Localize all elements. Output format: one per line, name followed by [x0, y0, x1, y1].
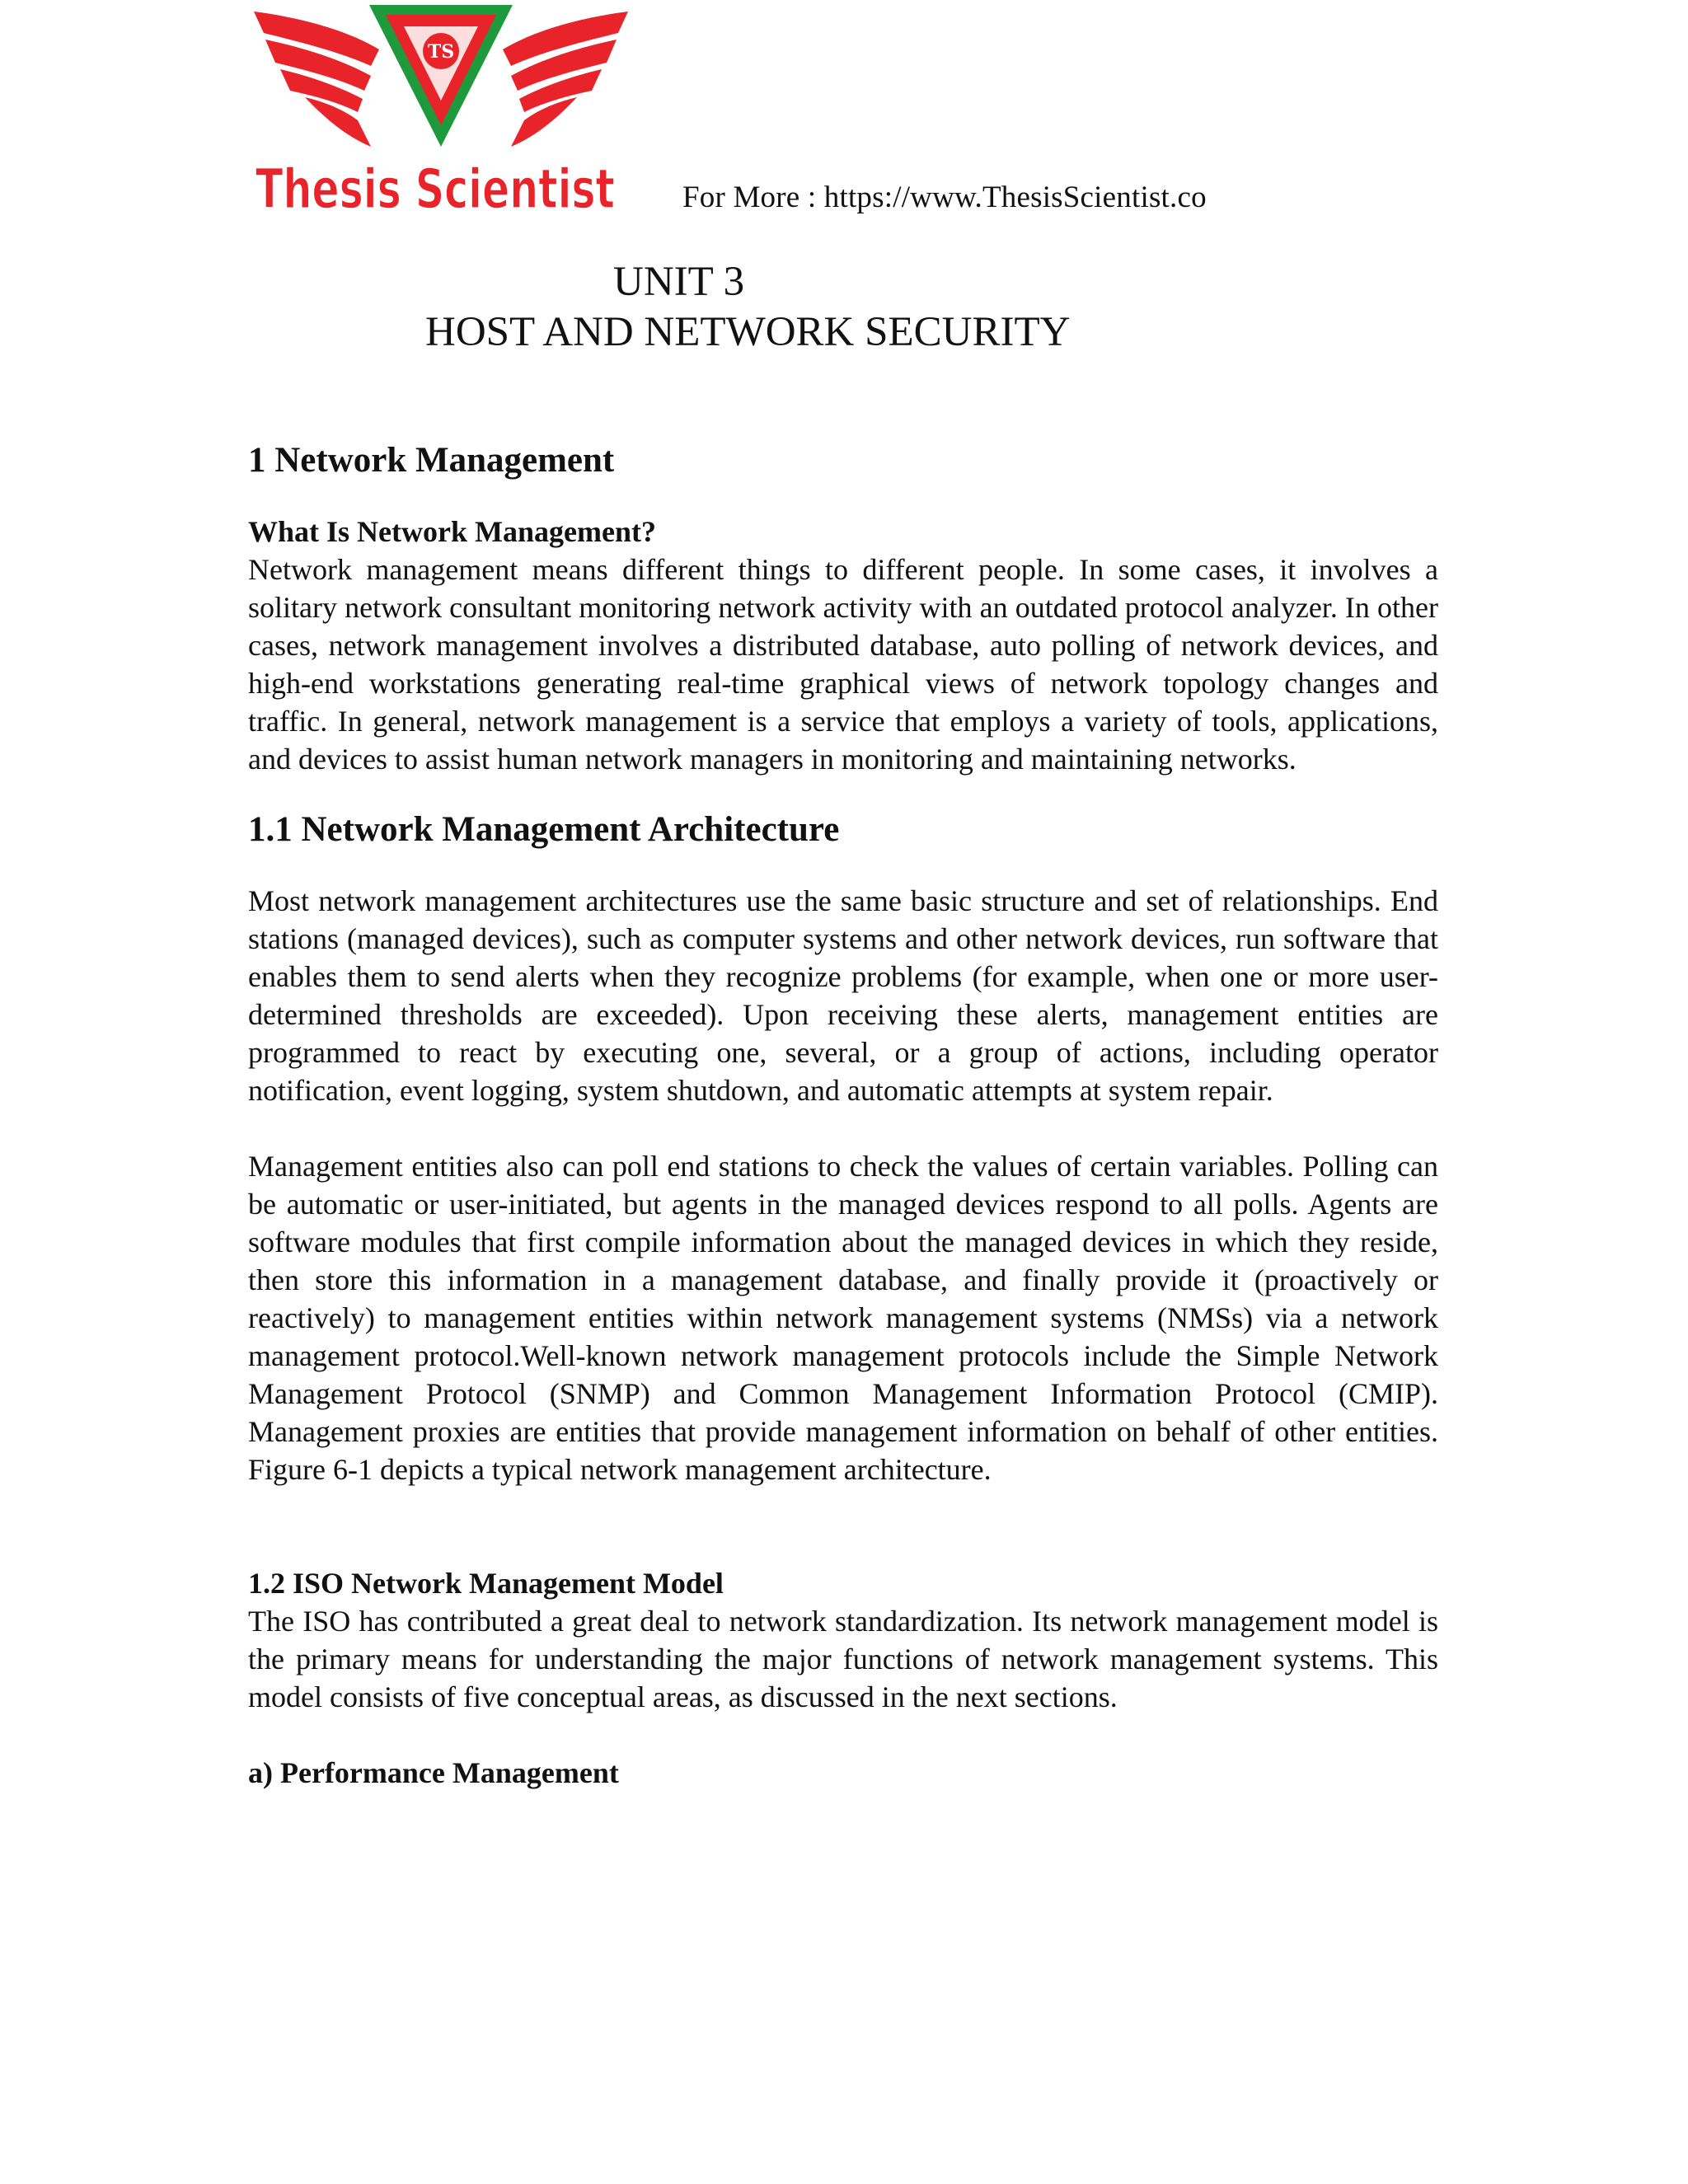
unit-subject: HOST AND NETWORK SECURITY [425, 309, 1071, 355]
section-heading-architecture: 1.1 Network Management Architecture [248, 810, 840, 849]
thesis-scientist-logo [247, 0, 635, 223]
left-wing-icon [254, 12, 379, 147]
section-heading-network-management: 1 Network Management [248, 441, 615, 480]
unit-number: UNIT 3 [613, 259, 745, 305]
header-link[interactable]: For More : https://www.ThesisScientist.co [682, 180, 1207, 214]
paragraph-architecture-polling: Management entities also can poll end stations to check the values of certain variables. Polling can be automatic or user-initiated, but agents in the managed devices respond to all polls. Agents are software modules that first compile information about the managed devices in which they reside, then store this information in a management database, and finally provide it (proactively or reactively) to management entities within network management systems (NMSs) via a network management protocol.Well-known network management protocols include the Simple Network Management Protocol (SNMP) and Common Management Information Protocol (CMIP). Management proxies are entities that provide management information on behalf of other entities. Figure 6-1 depicts a typical network management architecture. [248, 1150, 1438, 1486]
paragraph-architecture-structure: Most network management architectures use the same basic structure and set of relationships. End stations (managed devices), such as computer systems and other network devices, run software that enables them to send alerts when they recognize problems (for example, when one or more user-determined thresholds are exceeded). Upon receiving these alerts, management entities are programmed to react by executing one, several, or a group of actions, including operator notification, event logging, system shutdown, and automatic attempts at system repair. [248, 884, 1438, 1107]
section-heading-iso-model: 1.2 ISO Network Management Model [248, 1567, 724, 1600]
brand-name: Thesis Scientist [256, 157, 615, 221]
paragraph-network-management-intro: Network management means different things to different people. In some cases, it involves a solitary network consultant monitoring network activity with an outdated protocol analyzer. In other cases, network management involves a distributed database, auto polling of network devices, and high-end workstations generating real-time graphical views of network topology changes and traffic. In general, network management is a service that employs a variety of tools, applications, and devices to assist human network managers in monitoring and maintaining networks. [248, 553, 1438, 776]
triangle-emblem-icon [369, 5, 513, 147]
right-wing-icon [503, 12, 628, 147]
subheading-what-is-network-management: What Is Network Management? [248, 515, 656, 548]
paragraph-iso-model: The ISO has contributed a great deal to network standardization. Its network management model is the primary means for understanding the major functions of network management systems. This model consists of five conceptual areas, as discussed in the next sections. [248, 1605, 1438, 1713]
section-heading-performance-management: a) Performance Management [248, 1756, 619, 1789]
document-body [248, 432, 1438, 1792]
svg-text:TS: TS [427, 41, 455, 63]
